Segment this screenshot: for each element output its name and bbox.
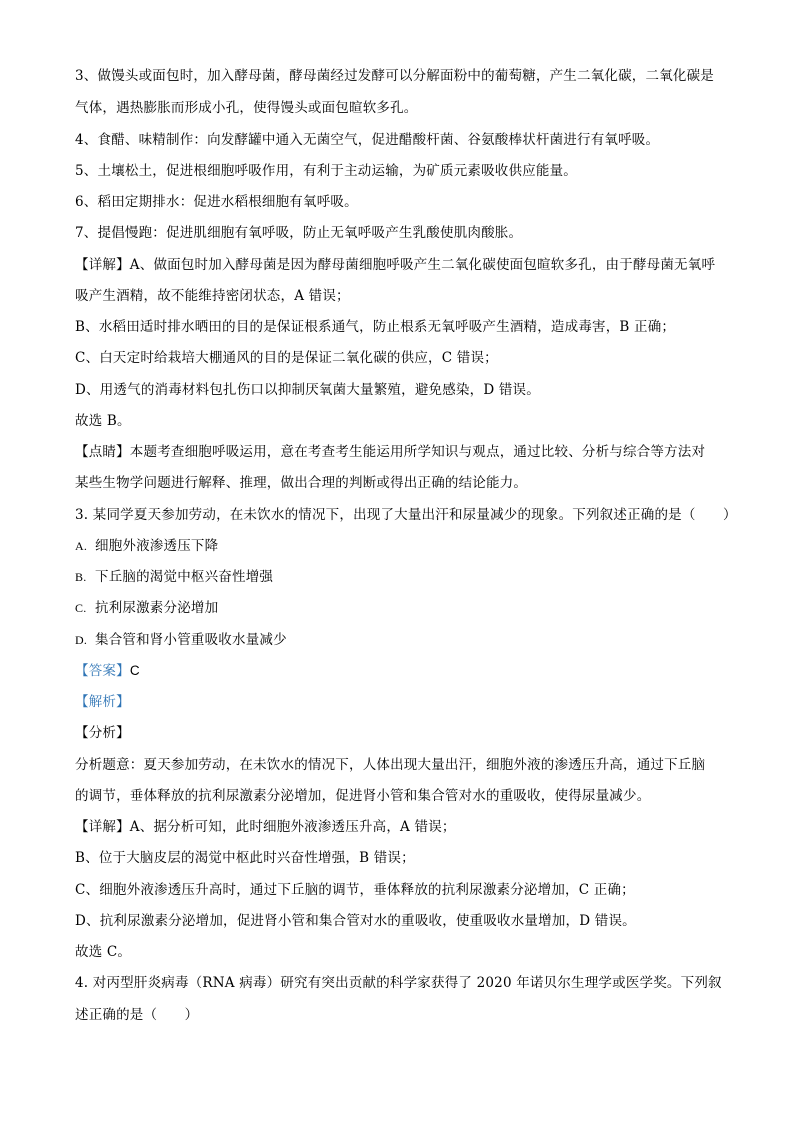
text-line: 故选 C。	[75, 944, 132, 960]
question-3-stem: 3. 某同学夏天参加劳动，在未饮水的情况下，出现了大量出汗和尿量减少的现象。下列叙述正确的是（ ）	[75, 507, 737, 523]
q3-option-c	[75, 598, 725, 618]
text-line: 【详解】A、据分析可知，此时细胞外液渗透压升高，A 错误；	[75, 819, 456, 835]
option-text: 抗利尿激素分泌增加	[95, 600, 219, 616]
answer-tag: 【答案】	[75, 663, 130, 679]
option-text: 集合管和肾小管重吸收水量减少	[95, 632, 287, 648]
answer-line	[75, 661, 725, 681]
text-line: 6、稻田定期排水：促进水稻根细胞有氧呼吸。	[75, 194, 358, 210]
text-line: 的调节，垂体释放的抗利尿激素分泌增加，促进肾小管和集合管对水的重吸收，使得尿量减少。	[75, 788, 651, 804]
text-line: C、白天定时给栽培大棚通风的目的是保证二氧化碳的供应，C 错误；	[75, 350, 498, 366]
text-line: 7、提倡慢跑：促进肌细胞有氧呼吸，防止无氧呼吸产生乳酸使肌肉酸胀。	[75, 225, 523, 241]
text-line: D、用透气的消毒材料包扎伤口以抑制厌氧菌大量繁殖，避免感染，D 错误。	[75, 382, 540, 398]
q3-option-a	[75, 536, 725, 556]
text-line: 【分析】	[75, 725, 130, 741]
text-line: 【点睛】本题考查细胞呼吸运用，意在考查考生能运用所学知识与观点，通过比较、分析与综合等方法对	[75, 444, 706, 460]
text-line: 述正确的是（ ）	[75, 1007, 199, 1023]
text-line: D、抗利尿激素分泌增加，促进肾小管和集合管对水的重吸收，使重吸收水量增加，D 错误。	[75, 913, 636, 929]
analysis-tag: 【解析】	[75, 694, 130, 710]
text-line: B、水稻田适时排水晒田的目的是保证根系通气，防止根系无氧呼吸产生酒精，造成毒害，B 正确；	[75, 319, 676, 335]
text-line: B、位于大脑皮层的渴觉中枢此时兴奋性增强，B 错误；	[75, 850, 415, 866]
text-line: 吸产生酒精，故不能维持密闭状态，A 错误；	[75, 288, 350, 304]
option-letter: C.	[75, 601, 87, 615]
text-line: C、细胞外液渗透压升高时，通过下丘脑的调节，垂体释放的抗利尿激素分泌增加，C 正确；	[75, 882, 635, 898]
q3-option-d	[75, 630, 725, 650]
text-line: 【详解】A、做面包时加入酵母菌是因为酵母菌细胞呼吸产生二氧化碳使面包暄软多孔，由于酵母菌无氧呼	[75, 257, 716, 273]
question-4-stem: 4. 对丙型肝炎病毒（RNA 病毒）研究有突出贡献的科学家获得了 2020 年诺贝尔生理学或医学奖。下列叙	[75, 975, 722, 991]
option-text: 细胞外液渗透压下降	[95, 538, 219, 554]
text-line: 故选 B。	[75, 413, 131, 429]
option-text: 下丘脑的渴觉中枢兴奋性增强	[95, 569, 274, 585]
text-line: 4、食醋、味精制作：向发酵罐中通入无菌空气，促进醋酸杆菌、谷氨酸棒状杆菌进行有氧呼吸。	[75, 132, 660, 148]
text-line: 5、土壤松土，促进根细胞呼吸作用，有利于主动运输，为矿质元素吸收供应能量。	[75, 163, 577, 179]
option-letter: B.	[75, 570, 87, 584]
text-line: 分析题意：夏天参加劳动，在未饮水的情况下，人体出现大量出汗，细胞外液的渗透压升高，通过下丘脑	[75, 757, 706, 773]
option-letter: A.	[75, 539, 88, 553]
q3-option-b	[75, 567, 725, 587]
option-letter: D.	[75, 633, 88, 647]
text-line: 气体，遇热膨胀而形成小孔，使得馒头或面包暄软多孔。	[75, 100, 418, 116]
text-line: 某些生物学问题进行解释、推理，做出合理的判断或得出正确的结论能力。	[75, 475, 528, 491]
answer-value: C	[129, 663, 140, 678]
text-line: 3、做馒头或面包时，加入酵母菌，酵母菌经过发酵可以分解面粉中的葡萄糖，产生二氧化碳，二氧化碳是	[75, 68, 714, 84]
